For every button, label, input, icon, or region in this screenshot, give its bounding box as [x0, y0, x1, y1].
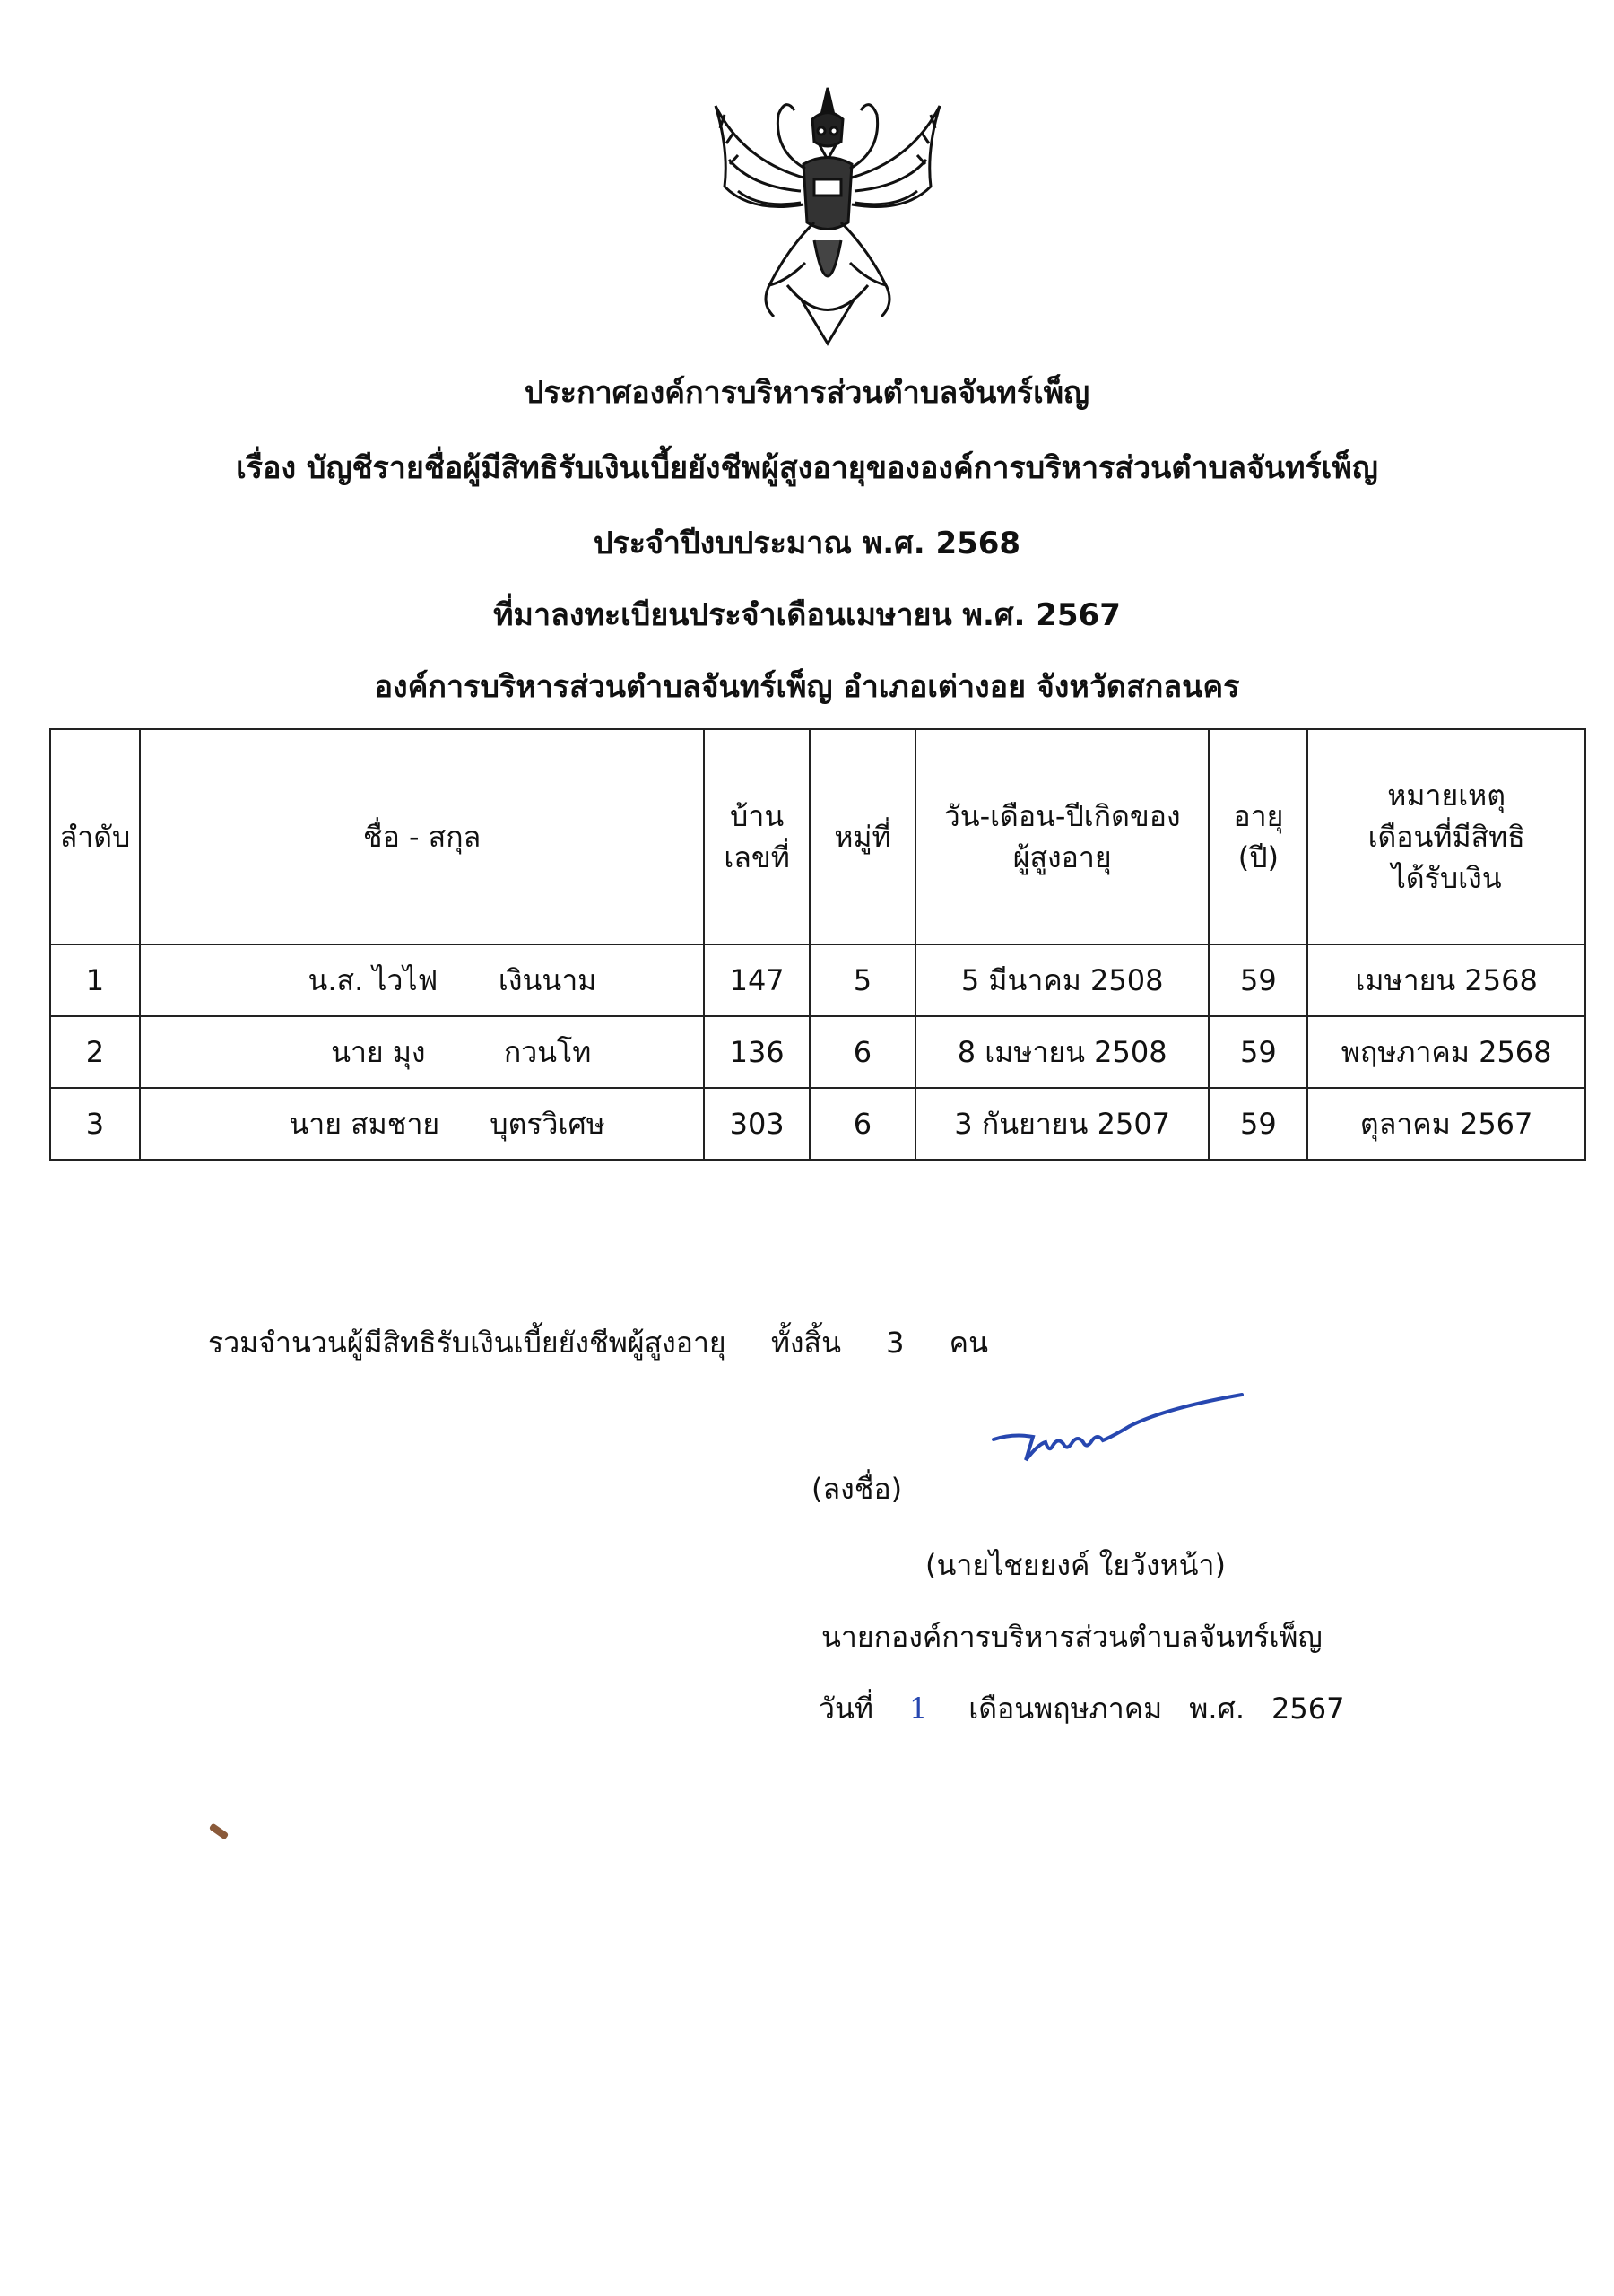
date-month: เดือนพฤษภาคม: [968, 1692, 1163, 1726]
heading-authority: ประกาศองค์การบริหารส่วนตำบลจันทร์เพ็ญ: [524, 375, 1090, 411]
col-header-age: [1209, 729, 1307, 944]
eligible-elderly-table: [49, 728, 1586, 1161]
sign-label: (ลงชื่อ): [811, 1472, 903, 1506]
cell-village: 5: [810, 944, 915, 1016]
cell-order: 2: [50, 1016, 140, 1088]
col-header-note-line3: ได้รับเงิน: [1391, 861, 1502, 895]
summary-count: 3: [886, 1326, 905, 1360]
cell-name: [140, 944, 704, 1016]
cell-note: ตุลาคม 2567: [1307, 1088, 1585, 1160]
col-header-age-line2: (ปี): [1237, 840, 1280, 874]
signatory-name: (นายไชยยงค์ ใยวังหน้า): [925, 1548, 1226, 1582]
date-year: 2567: [1271, 1692, 1345, 1726]
paper-speck: [209, 1822, 230, 1839]
cell-first-name: นาย มุง: [331, 1034, 426, 1069]
cell-first-name: น.ส. ไวไฟ: [308, 962, 438, 997]
col-header-note: [1307, 729, 1585, 944]
col-header-note-line1: หมายเหตุ: [1387, 778, 1506, 813]
col-header-birth-date: [915, 729, 1210, 944]
garuda-emblem: [689, 79, 967, 348]
cell-birth-date: 3 กันยายน 2507: [915, 1088, 1210, 1160]
cell-house-number: 136: [704, 1016, 810, 1088]
table-row: [50, 1016, 1585, 1088]
col-header-village-text: หมู่ที่: [834, 820, 891, 854]
signature-date: [819, 1686, 1371, 1732]
heading-location: องค์การบริหารส่วนตำบลจันทร์เพ็ญ อำเภอเต่างอย จังหวัดสกลนคร: [374, 669, 1240, 705]
table-row: [50, 1088, 1585, 1160]
heading-subject: เรื่อง บัญชีรายชื่อผู้มีสิทธิรับเงินเบี้ยยังชีพผู้สูงอายุขององค์การบริหารส่วนตำบลจันทร์เพ็ญ: [236, 450, 1378, 486]
cell-name: [140, 1088, 704, 1160]
cell-age: 59: [1209, 1016, 1307, 1088]
col-header-age-line1: อายุ: [1233, 799, 1284, 833]
cell-house-number: 147: [704, 944, 810, 1016]
cell-age: 59: [1209, 1088, 1307, 1160]
cell-order: 1: [50, 944, 140, 1016]
summary-total-word: ทั้งสิ้น: [770, 1326, 841, 1360]
col-header-house-number: [704, 729, 810, 944]
table-header-row: [50, 729, 1585, 944]
date-day: 1: [908, 1692, 928, 1726]
signatory-position: นายกองค์การบริหารส่วนตำบลจันทร์เพ็ญ: [821, 1620, 1323, 1654]
col-header-order: [50, 729, 140, 944]
col-header-dob-line1: วัน-เดือน-ปีเกิดของ: [943, 799, 1181, 833]
cell-note: เมษายน 2568: [1307, 944, 1585, 1016]
col-header-note-line2: เดือนที่มีสิทธิ: [1367, 820, 1525, 854]
cell-age: 59: [1209, 944, 1307, 1016]
cell-last-name: บุตรวิเศษ: [490, 1106, 605, 1141]
summary-label: รวมจำนวนผู้มีสิทธิรับเงินเบี้ยยังชีพผู้สูงอายุ: [208, 1326, 726, 1360]
col-header-house-line1: บ้าน: [730, 799, 785, 833]
cell-note: พฤษภาคม 2568: [1307, 1016, 1585, 1088]
date-prefix: วันที่: [819, 1692, 873, 1726]
table-row: [50, 944, 1585, 1016]
cell-village: 6: [810, 1088, 915, 1160]
col-header-name: [140, 729, 704, 944]
heading-fiscal-year: ประจำปีงบประมาณ พ.ศ. 2568: [593, 526, 1021, 561]
cell-village: 6: [810, 1016, 915, 1088]
handwritten-signature: [986, 1390, 1255, 1489]
date-era: พ.ศ.: [1189, 1692, 1245, 1726]
col-header-village: [810, 729, 915, 944]
summary-unit: คน: [949, 1326, 988, 1360]
cell-last-name: เงินนาม: [498, 962, 597, 997]
total-summary: [208, 1320, 1024, 1366]
cell-order: 3: [50, 1088, 140, 1160]
cell-last-name: กวนโท: [503, 1034, 592, 1069]
cell-house-number: 303: [704, 1088, 810, 1160]
cell-name: [140, 1016, 704, 1088]
cell-first-name: นาย สมชาย: [289, 1106, 440, 1141]
cell-birth-date: 8 เมษายน 2508: [915, 1016, 1210, 1088]
col-header-name-text: ชื่อ - สกุล: [362, 820, 482, 854]
cell-birth-date: 5 มีนาคม 2508: [915, 944, 1210, 1016]
col-header-order-text: ลำดับ: [59, 820, 131, 854]
col-header-dob-line2: ผู้สูงอายุ: [1012, 840, 1112, 874]
heading-registration-month: ที่มาลงทะเบียนประจำเดือนเมษายน พ.ศ. 2567: [493, 597, 1121, 633]
col-header-house-line2: เลขที่: [724, 840, 790, 874]
